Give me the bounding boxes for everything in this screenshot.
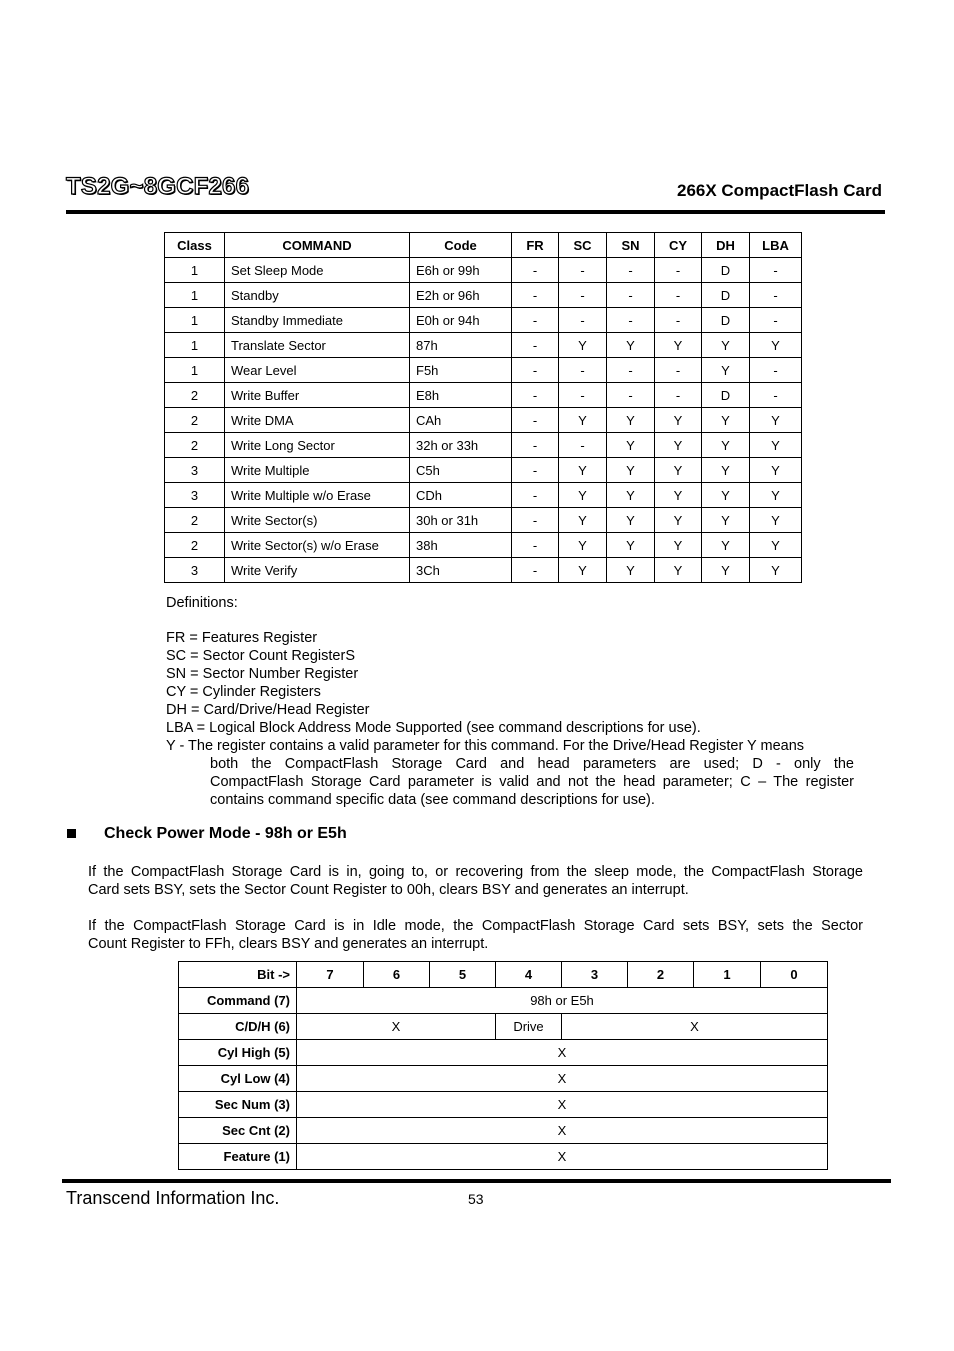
- cell-sn: Y: [607, 458, 655, 483]
- cell-lba: Y: [750, 508, 802, 533]
- y-definition-line: Y - The register contains a valid parameter for this command. For the Drive/Head Register Y means: [166, 738, 805, 754]
- definition-item: DH = Card/Drive/Head Register: [166, 702, 370, 718]
- bit-2: 2: [628, 962, 694, 988]
- cell-cy: -: [655, 258, 702, 283]
- col-header-class: Class: [165, 233, 225, 258]
- cell-lba: Y: [750, 533, 802, 558]
- command-row: [165, 308, 802, 333]
- cell-dh: Y: [702, 408, 750, 433]
- cell-fr: -: [512, 258, 559, 283]
- cell-dh: Y: [702, 358, 750, 383]
- col-header-dh: DH: [702, 233, 750, 258]
- cell-dh: D: [702, 383, 750, 408]
- cell-class: 1: [165, 258, 225, 283]
- register-row: [179, 1092, 828, 1118]
- register-bit-row: [179, 962, 828, 988]
- cell-code: CDh: [410, 483, 512, 508]
- cell-dh: D: [702, 308, 750, 333]
- bit-5: 5: [430, 962, 496, 988]
- col-header-cy: CY: [655, 233, 702, 258]
- col-header-fr: FR: [512, 233, 559, 258]
- cell-code: F5h: [410, 358, 512, 383]
- cell-sn: -: [607, 383, 655, 408]
- page-number: 53: [468, 1191, 484, 1207]
- bit-1: 1: [694, 962, 761, 988]
- cell-lba: Y: [750, 408, 802, 433]
- paragraph-line: If the CompactFlash Storage Card is in Idle mode, the CompactFlash Storage Card sets BSY, sets the Sector: [88, 918, 863, 934]
- register-label: Cyl High (5): [179, 1040, 297, 1066]
- cell-cy: -: [655, 358, 702, 383]
- cell-code: 38h: [410, 533, 512, 558]
- document-subtitle: 266X CompactFlash Card: [676, 181, 882, 200]
- command-register-value: 98h or E5h: [297, 988, 828, 1014]
- section-bullet-icon: [67, 829, 76, 838]
- cell-code: E2h or 96h: [410, 283, 512, 308]
- command-row: [165, 533, 802, 558]
- command-row: [165, 508, 802, 533]
- header-divider: [66, 210, 885, 214]
- register-label: Cyl Low (4): [179, 1066, 297, 1092]
- cell-command: Standby: [225, 283, 410, 308]
- command-row: [165, 433, 802, 458]
- cell-sc: Y: [559, 508, 607, 533]
- footer-company: Transcend Information Inc.: [66, 1188, 280, 1208]
- command-table-header-row: [165, 233, 802, 258]
- cell-dh: D: [702, 283, 750, 308]
- command-row: [165, 333, 802, 358]
- cell-class: 3: [165, 483, 225, 508]
- y-definition: [166, 737, 854, 809]
- cell-dh: Y: [702, 458, 750, 483]
- register-label: Feature (1): [179, 1144, 297, 1170]
- cell-command: Write Long Sector: [225, 433, 410, 458]
- cell-fr: -: [512, 433, 559, 458]
- command-row: [165, 383, 802, 408]
- register-value: X: [297, 1040, 828, 1066]
- cell-code: E0h or 94h: [410, 308, 512, 333]
- cell-sc: Y: [559, 533, 607, 558]
- bit-6: 6: [364, 962, 430, 988]
- cell-sn: Y: [607, 333, 655, 358]
- cdh-bits-7-5: X: [297, 1014, 496, 1040]
- cell-class: 2: [165, 533, 225, 558]
- register-label: Sec Num (3): [179, 1092, 297, 1118]
- cdh-register-label: C/D/H (6): [179, 1014, 297, 1040]
- definition-item: CY = Cylinder Registers: [166, 684, 321, 700]
- cell-cy: Y: [655, 483, 702, 508]
- definitions-heading: Definitions:: [166, 595, 238, 611]
- cell-fr: -: [512, 358, 559, 383]
- definition-item: FR = Features Register: [166, 630, 318, 646]
- paragraph-line: If the CompactFlash Storage Card is in, going to, or recovering from the sleep mode, the CompactFlash Storage: [88, 864, 863, 880]
- cell-command: Write Sector(s): [225, 508, 410, 533]
- cell-sc: -: [559, 308, 607, 333]
- cell-lba: Y: [750, 458, 802, 483]
- cell-sc: Y: [559, 558, 607, 583]
- col-header-sc: SC: [559, 233, 607, 258]
- cell-code: E6h or 99h: [410, 258, 512, 283]
- paragraph-idle-mode: [88, 917, 863, 953]
- cell-cy: -: [655, 283, 702, 308]
- register-value: X: [297, 1066, 828, 1092]
- col-header-command: COMMAND: [225, 233, 410, 258]
- cell-sn: Y: [607, 433, 655, 458]
- register-value: X: [297, 1144, 828, 1170]
- register-row: [179, 1066, 828, 1092]
- cell-code: CAh: [410, 408, 512, 433]
- document-title: TS2G~8GCF266: [66, 173, 250, 200]
- cell-sc: -: [559, 433, 607, 458]
- cell-class: 2: [165, 383, 225, 408]
- cell-dh: Y: [702, 483, 750, 508]
- cell-class: 2: [165, 433, 225, 458]
- cell-fr: -: [512, 283, 559, 308]
- cell-code: 30h or 31h: [410, 508, 512, 533]
- cell-dh: Y: [702, 533, 750, 558]
- section-heading: Check Power Mode - 98h or E5h: [104, 825, 347, 842]
- command-row: [165, 358, 802, 383]
- register-value: X: [297, 1118, 828, 1144]
- bit-7: 7: [297, 962, 364, 988]
- cell-cy: Y: [655, 458, 702, 483]
- paragraph-sleep-mode: [88, 863, 863, 899]
- cell-sc: -: [559, 358, 607, 383]
- cell-code: C5h: [410, 458, 512, 483]
- register-command-row: [179, 988, 828, 1014]
- cell-cy: Y: [655, 558, 702, 583]
- y-definition-line: both the CompactFlash Storage Card and head parameters are used; D - only the: [210, 756, 854, 772]
- cell-lba: -: [750, 358, 802, 383]
- cell-sn: Y: [607, 408, 655, 433]
- cell-lba: -: [750, 308, 802, 333]
- definitions-block: [166, 594, 854, 809]
- col-header-lba: LBA: [750, 233, 802, 258]
- cell-cy: -: [655, 383, 702, 408]
- col-header-sn: SN: [607, 233, 655, 258]
- command-row: [165, 408, 802, 433]
- register-row: [179, 1118, 828, 1144]
- cell-code: 32h or 33h: [410, 433, 512, 458]
- cell-code: 87h: [410, 333, 512, 358]
- y-definition-line: contains command specific data (see command descriptions for use).: [210, 792, 655, 808]
- cell-command: Write Multiple w/o Erase: [225, 483, 410, 508]
- cell-sn: Y: [607, 558, 655, 583]
- cell-sn: Y: [607, 483, 655, 508]
- command-register-label: Command (7): [179, 988, 297, 1014]
- cell-fr: -: [512, 483, 559, 508]
- cell-fr: -: [512, 558, 559, 583]
- cell-sc: -: [559, 258, 607, 283]
- cell-code: E8h: [410, 383, 512, 408]
- cell-command: Standby Immediate: [225, 308, 410, 333]
- paragraph-line: Count Register to FFh, clears BSY and generates an interrupt.: [88, 936, 489, 952]
- register-label: Sec Cnt (2): [179, 1118, 297, 1144]
- cell-fr: -: [512, 458, 559, 483]
- bit-label: Bit ->: [179, 962, 297, 988]
- cell-lba: -: [750, 258, 802, 283]
- cell-class: 2: [165, 508, 225, 533]
- cell-lba: Y: [750, 558, 802, 583]
- cell-dh: Y: [702, 333, 750, 358]
- cell-class: 1: [165, 283, 225, 308]
- cell-fr: -: [512, 508, 559, 533]
- register-cdh-row: [179, 1014, 828, 1040]
- cell-fr: -: [512, 533, 559, 558]
- cell-cy: Y: [655, 533, 702, 558]
- cell-cy: Y: [655, 333, 702, 358]
- cell-dh: Y: [702, 558, 750, 583]
- col-header-code: Code: [410, 233, 512, 258]
- bit-3: 3: [562, 962, 628, 988]
- definition-item: SN = Sector Number Register: [166, 666, 359, 682]
- cell-cy: Y: [655, 433, 702, 458]
- cell-class: 2: [165, 408, 225, 433]
- cell-sc: Y: [559, 333, 607, 358]
- command-row: [165, 283, 802, 308]
- cell-class: 3: [165, 458, 225, 483]
- cell-command: Wear Level: [225, 358, 410, 383]
- command-row: [165, 258, 802, 283]
- cell-sn: -: [607, 283, 655, 308]
- bit-0: 0: [761, 962, 828, 988]
- cell-dh: Y: [702, 433, 750, 458]
- cell-fr: -: [512, 383, 559, 408]
- register-table: [178, 961, 828, 1170]
- cell-sn: -: [607, 308, 655, 333]
- cell-cy: Y: [655, 408, 702, 433]
- cell-sc: Y: [559, 408, 607, 433]
- cell-sc: -: [559, 383, 607, 408]
- register-value: X: [297, 1092, 828, 1118]
- cell-dh: Y: [702, 508, 750, 533]
- cell-sn: -: [607, 358, 655, 383]
- y-definition-line: CompactFlash Storage Card parameter is valid and not the head parameter; C – The register: [210, 774, 854, 790]
- cell-sn: -: [607, 258, 655, 283]
- cell-dh: D: [702, 258, 750, 283]
- cell-command: Write Verify: [225, 558, 410, 583]
- cell-sn: Y: [607, 508, 655, 533]
- footer-divider: [62, 1179, 891, 1183]
- cell-command: Write Sector(s) w/o Erase: [225, 533, 410, 558]
- cell-sn: Y: [607, 533, 655, 558]
- cdh-bits-3-0: X: [562, 1014, 828, 1040]
- cell-lba: Y: [750, 433, 802, 458]
- cell-sc: Y: [559, 483, 607, 508]
- cell-sc: -: [559, 283, 607, 308]
- command-table: [164, 232, 802, 583]
- cell-class: 1: [165, 333, 225, 358]
- cell-fr: -: [512, 333, 559, 358]
- cdh-drive-bit: Drive: [496, 1014, 562, 1040]
- command-row: [165, 483, 802, 508]
- paragraph-line: Card sets BSY, sets the Sector Count Register to 00h, clears BSY and generates an interrupt.: [88, 882, 689, 898]
- command-row: [165, 458, 802, 483]
- cell-lba: -: [750, 383, 802, 408]
- cell-fr: -: [512, 408, 559, 433]
- cell-command: Write DMA: [225, 408, 410, 433]
- cell-lba: -: [750, 283, 802, 308]
- cell-code: 3Ch: [410, 558, 512, 583]
- cell-command: Set Sleep Mode: [225, 258, 410, 283]
- definition-item: SC = Sector Count RegisterS: [166, 648, 355, 664]
- register-row: [179, 1144, 828, 1170]
- command-row: [165, 558, 802, 583]
- cell-command: Write Multiple: [225, 458, 410, 483]
- cell-fr: -: [512, 308, 559, 333]
- definition-item: LBA = Logical Block Address Mode Supported (see command descriptions for use).: [166, 720, 701, 736]
- register-row: [179, 1040, 828, 1066]
- cell-sc: Y: [559, 458, 607, 483]
- cell-lba: Y: [750, 333, 802, 358]
- cell-lba: Y: [750, 483, 802, 508]
- cell-class: 1: [165, 308, 225, 333]
- cell-class: 3: [165, 558, 225, 583]
- cell-command: Translate Sector: [225, 333, 410, 358]
- cell-cy: -: [655, 308, 702, 333]
- cell-command: Write Buffer: [225, 383, 410, 408]
- cell-class: 1: [165, 358, 225, 383]
- cell-cy: Y: [655, 508, 702, 533]
- bit-4: 4: [496, 962, 562, 988]
